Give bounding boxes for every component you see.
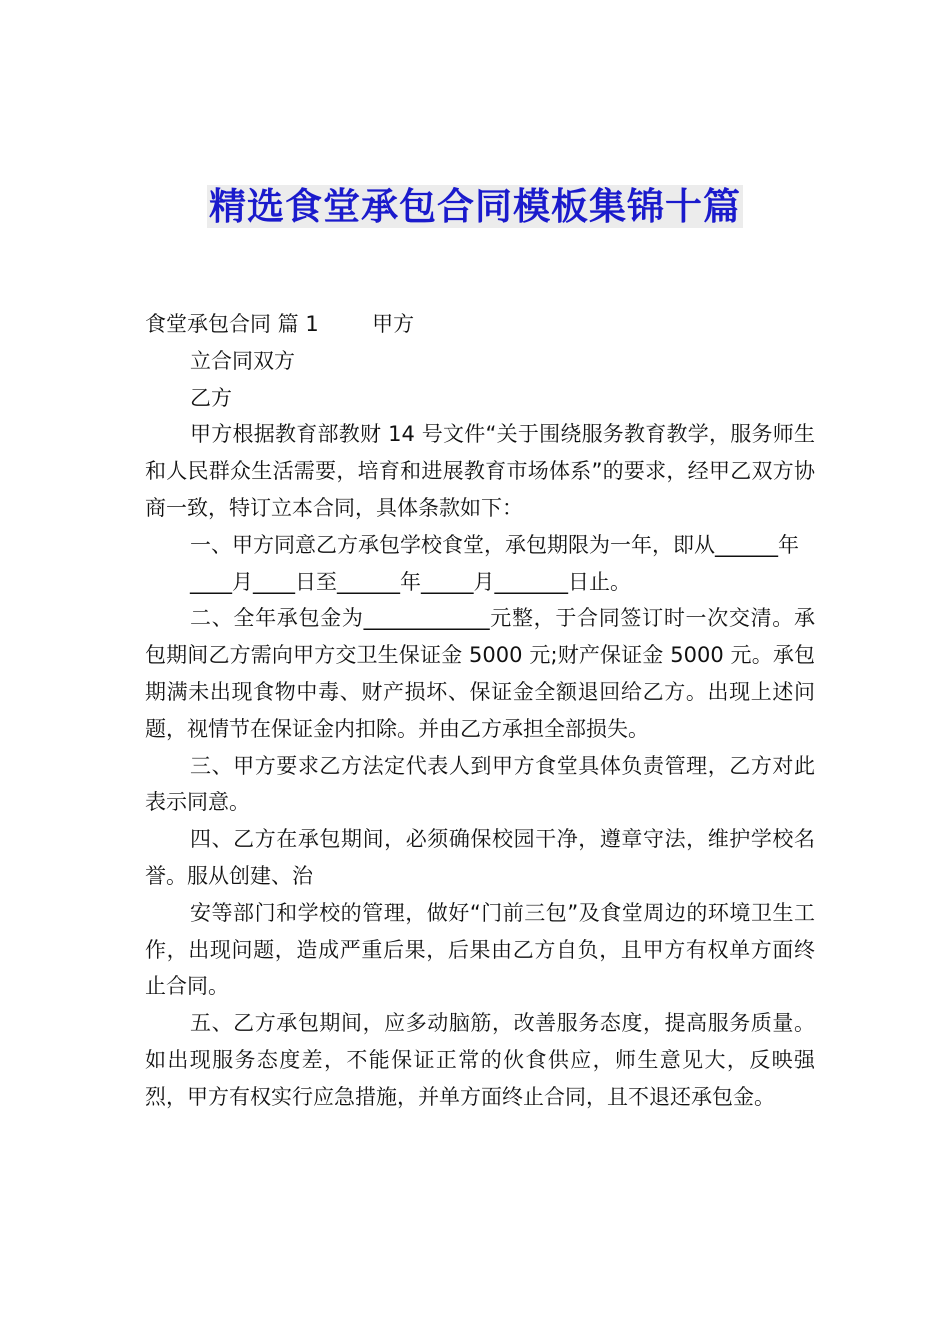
clause-4: 四、乙方在承包期间，必须确保校园干净，遵章守法，维护学校名誉。服从创建、治 (145, 827, 815, 888)
clause-1-dates: ____月____日至______年_____月_______日止。 (190, 569, 631, 594)
clause-1: 一、甲方同意乙方承包学校食堂，承包期限为一年，即从______年 (190, 532, 799, 557)
clause-3: 三、甲方要求乙方法定代表人到甲方食堂具体负责管理，乙方对此表示同意。 (145, 753, 815, 815)
clause-5: 五、乙方承包期间，应多动脑筋，改善服务态度，提高服务质量。如出现服务态度差，不能保证正常的伙食供应，师生意见大，反映强烈，甲方有权实行应急措施，并单方面终止合同，且不退还承包金。 (145, 1011, 815, 1109)
paragraph-parties: 立合同双方 (190, 348, 295, 373)
paragraph-party-b: 乙方 (190, 385, 232, 410)
document-title (0, 176, 950, 230)
clause-2: 二、全年承包金为____________元整，于合同签订时一次交清。承包期间乙方需向甲方交卫生保证金 5000 元;财产保证金 5000 元。承包期满未出现食物中毒、财产损坏、保证金全额退回给乙方。出现上述问题，视情节在保证金内扣除。并由乙方承担全部损失。 (145, 606, 815, 741)
section-heading-line: 食堂承包合同 篇 1 甲方 (145, 312, 415, 336)
clause-4-continued: 安等部门和学校的管理，做好“门前三包”及食堂周边的环境卫生工作，出现问题，造成严重后果，后果由乙方自负，且甲方有权单方面终止合同。 (145, 900, 815, 999)
paragraph-preamble: 甲方根据教育部教财 14 号文件“关于围绕服务教育教学，服务师生和人民群众生活需要，培育和进展教育市场体系”的要求，经甲乙双方协商一致，特订立本合同，具体条款如下： (145, 422, 815, 520)
document-body (145, 306, 815, 1116)
document-title-text: 精选食堂承包合同模板集锦十篇 (209, 185, 741, 228)
